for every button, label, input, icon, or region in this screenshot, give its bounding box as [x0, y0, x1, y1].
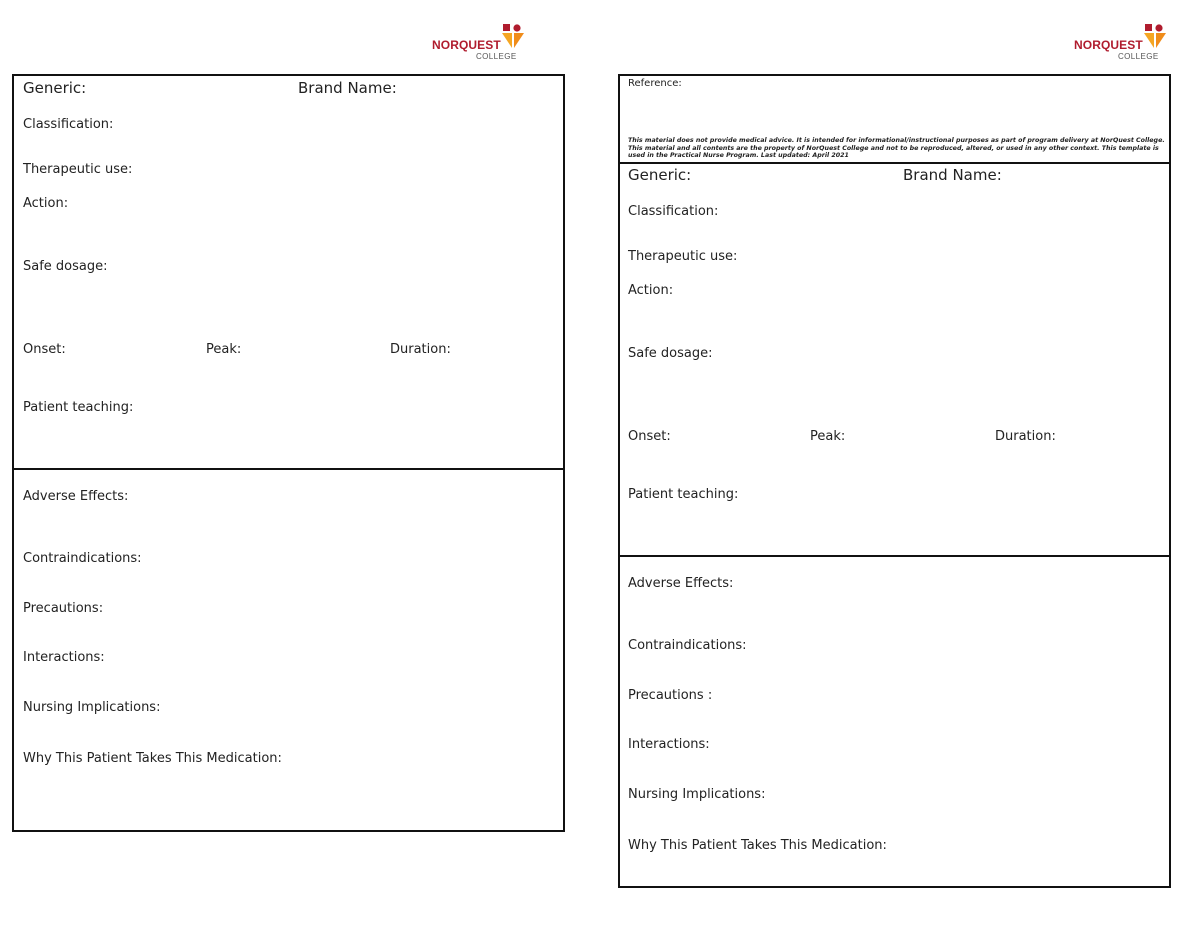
adverse-effects-label: Adverse Effects: — [23, 489, 129, 504]
precautions-label: Precautions : — [628, 688, 713, 703]
drug-card-right — [618, 162, 1171, 888]
onset-label: Onset: — [628, 429, 671, 444]
action-label: Action: — [628, 283, 674, 298]
duration-label: Duration: — [995, 429, 1056, 444]
drug-card-left — [12, 74, 565, 832]
onset-label: Onset: — [23, 342, 66, 357]
brand-name-label: Brand Name: — [298, 79, 397, 97]
disclaimer-text: This material does not provide medical advice. It is intended for informational/instructional purposes as part of program delivery at NorQuest College. This material and all contents are the property of NorQuest College and not to be reproduced, altered, or used in any other context. This template is used in the Practical Nurse Program. Last updated: April 2021 — [628, 137, 1165, 160]
logo-college-text: COLLEGE — [476, 52, 517, 61]
safe-dosage-label: Safe dosage: — [23, 259, 108, 274]
nursing-implications-label: Nursing Implications: — [628, 787, 766, 802]
contraindications-label: Contraindications: — [628, 638, 747, 653]
adverse-effects-label: Adverse Effects: — [628, 576, 734, 591]
why-patient-label: Why This Patient Takes This Medication: — [23, 751, 282, 766]
peak-label: Peak: — [810, 429, 846, 444]
contraindications-label: Contraindications: — [23, 551, 142, 566]
logo-mark-icon — [1143, 22, 1167, 50]
generic-label: Generic: — [628, 166, 692, 184]
precautions-label: Precautions: — [23, 601, 104, 616]
duration-label: Duration: — [390, 342, 451, 357]
nursing-implications-label: Nursing Implications: — [23, 700, 161, 715]
logo-college-text: COLLEGE — [1118, 52, 1159, 61]
reference-label: Reference: — [628, 78, 682, 89]
brand-name-label: Brand Name: — [903, 166, 1002, 184]
why-patient-label: Why This Patient Takes This Medication: — [628, 838, 887, 853]
logo-brand-text: NORQUEST — [432, 38, 501, 52]
reference-box — [618, 74, 1171, 164]
generic-label: Generic: — [23, 79, 87, 97]
logo-brand-text: NORQUEST — [1074, 38, 1143, 52]
therapeutic-use-label: Therapeutic use: — [628, 249, 738, 264]
interactions-label: Interactions: — [23, 650, 105, 665]
patient-teaching-label: Patient teaching: — [23, 400, 134, 415]
safe-dosage-label: Safe dosage: — [628, 346, 713, 361]
peak-label: Peak: — [206, 342, 242, 357]
section-divider — [620, 555, 1169, 557]
interactions-label: Interactions: — [628, 737, 710, 752]
section-divider — [14, 468, 563, 470]
classification-label: Classification: — [23, 117, 114, 132]
norquest-logo — [1074, 22, 1169, 62]
norquest-logo — [432, 22, 527, 62]
patient-teaching-label: Patient teaching: — [628, 487, 739, 502]
action-label: Action: — [23, 196, 69, 211]
therapeutic-use-label: Therapeutic use: — [23, 162, 133, 177]
logo-mark-icon — [501, 22, 525, 50]
classification-label: Classification: — [628, 204, 719, 219]
